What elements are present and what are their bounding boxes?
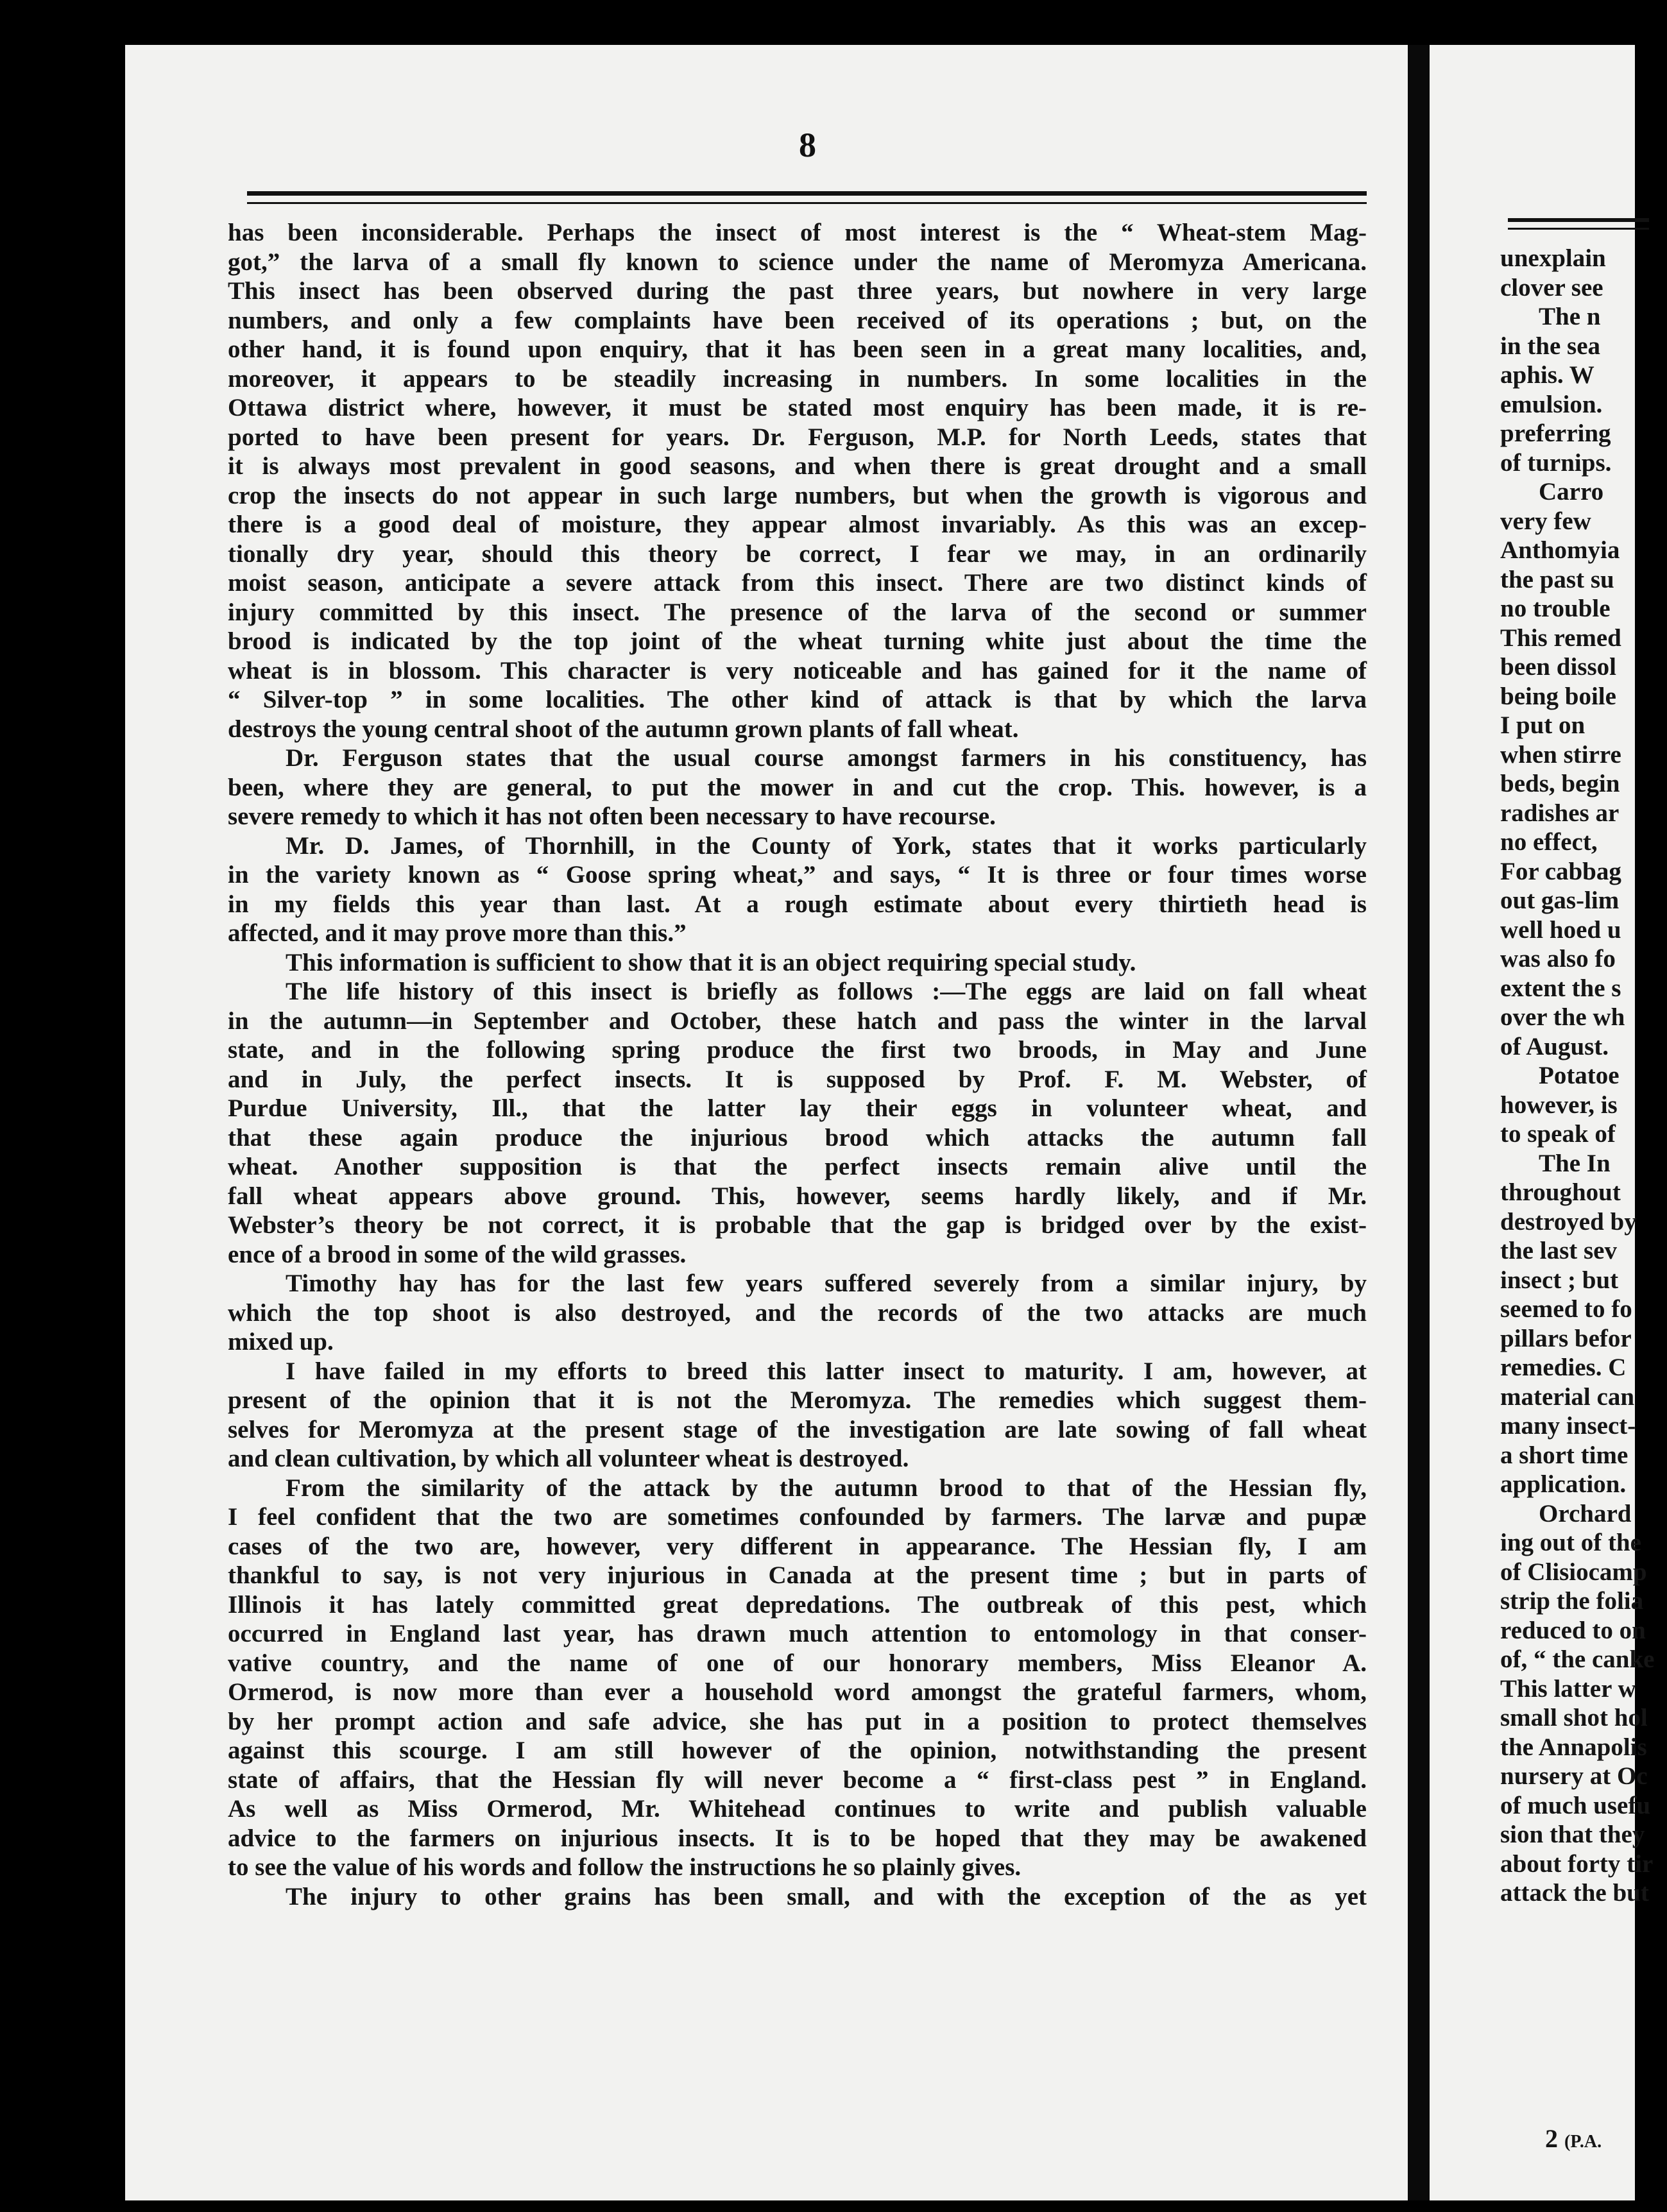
right-header-rule-thin <box>1508 228 1649 230</box>
text-line: the Annapolis <box>1500 1733 1647 1761</box>
text-line: to speak of <box>1500 1120 1616 1148</box>
text-line: For cabbag <box>1500 857 1621 885</box>
text-line: well hoed u <box>1500 915 1621 944</box>
text-line: very few <box>1500 507 1591 535</box>
text-line: the past su <box>1500 565 1614 593</box>
text-line: Ottawa district where, however, it must be stated most enquiry has been made, it is re- <box>228 394 1367 421</box>
text-line: which the top shoot is also destroyed, and the records of the two attacks are much <box>228 1298 1367 1327</box>
text-line: in the autumn—in September and October, these hatch and pass the winter in the larval <box>228 1007 1367 1035</box>
text-line: wheat. Another supposition is that the perfect insects remain alive until the <box>228 1153 1367 1180</box>
text-line: many insect- <box>1500 1412 1636 1440</box>
right-header-rule <box>1508 218 1649 222</box>
text-line: there is a good deal of moisture, they appear almost invariably. As this was an excep- <box>228 511 1367 538</box>
text-line: moreover, it appears to be steadily increasing in numbers. In some localities in the <box>228 364 1367 393</box>
text-line: destroys the young central shoot of the autumn grown plants of fall wheat. <box>228 715 1019 743</box>
text-line: state of affairs, that the Hessian fly will never become a “ first-class pest ” in England. <box>228 1765 1367 1794</box>
text-line: affected, and it may prove more than this.” <box>228 919 687 947</box>
text-line: severe remedy to which it has not often been necessary to have recourse. <box>228 803 996 830</box>
text-line: Potatoe <box>1539 1062 1620 1089</box>
text-line: Anthomyia <box>1500 536 1620 564</box>
text-line: about forty tir <box>1500 1850 1654 1878</box>
right-column-text <box>1500 244 1667 1908</box>
text-line: state, and in the following spring produce the first two broods, in May and June <box>228 1036 1367 1064</box>
text-line: tionally dry year, should this theory be correct, I fear we may, in an ordinarily <box>228 540 1367 568</box>
text-line: The n <box>1539 303 1601 330</box>
text-line: was also fo <box>1500 945 1616 973</box>
text-line: being boile <box>1500 682 1616 710</box>
text-line: been dissol <box>1500 653 1616 681</box>
text-line: present of the opinion that it is not the Meromyza. The remedies which suggest them- <box>228 1386 1367 1414</box>
text-line: Orchard <box>1539 1499 1632 1527</box>
text-line: This insect has been observed during the past three years, but nowhere in very large <box>228 277 1367 305</box>
text-line: thankful to say, is not very injurious in Canada at the present time ; but in parts of <box>228 1561 1367 1589</box>
text-line: of turnips. <box>1500 448 1612 477</box>
text-line: beds, begin <box>1500 770 1620 797</box>
text-line: a short time <box>1500 1441 1629 1469</box>
text-line: radishes ar <box>1500 799 1620 827</box>
text-line: occurred in England last year, has drawn much attention to entomology in that conser- <box>228 1620 1367 1647</box>
text-line: The In <box>1539 1149 1611 1177</box>
text-line: Mr. D. James, of Thornhill, in the County of York, states that it works particularly <box>286 831 1367 860</box>
text-line: cases of the two are, however, very different in appearance. The Hessian fly, I am <box>228 1532 1367 1560</box>
text-line: crop the insects do not appear in such large numbers, but when the growth is vigorous and <box>228 481 1367 509</box>
text-line: sion that they <box>1500 1821 1645 1848</box>
text-line: against this scourge. I am still however of the opinion, notwithstanding the present <box>228 1737 1367 1764</box>
text-line: ence of a brood in some of the wild grasses. <box>228 1240 687 1268</box>
text-line: nursery at Oc <box>1500 1762 1648 1790</box>
text-line: I feel confident that the two are sometimes confounded by farmers. The larvæ and pupæ <box>228 1503 1367 1531</box>
text-line: advice to the farmers on injurious insects. It is to be hoped that they may be awakened <box>228 1824 1367 1852</box>
text-line: From the similarity of the attack by the autumn brood to that of the Hessian fly, <box>286 1474 1367 1502</box>
text-line: unexplain <box>1500 244 1606 272</box>
text-line: This latter w <box>1500 1674 1636 1703</box>
text-line: This information is sufficient to show that it is an object requiring special study. <box>286 948 1136 976</box>
text-line: injury committed by this insect. The presence of the larva of the second or summer <box>228 598 1367 626</box>
text-line: got,” the larva of a small fly known to science under the name of Meromyza Americana. <box>228 248 1367 276</box>
text-line: no trouble <box>1500 595 1611 622</box>
text-line: of, “ the canke <box>1500 1646 1655 1673</box>
text-line: Dr. Ferguson states that the usual course amongst farmers in his constituency, has <box>286 744 1367 772</box>
text-line: ported to have been present for years. Dr. Ferguson, M.P. for North Leeds, states that <box>228 423 1367 451</box>
text-line: numbers, and only a few complaints have been received of its operations ; but, on the <box>228 306 1367 334</box>
text-line: that these again produce the injurious brood which attacks the autumn fall <box>228 1123 1367 1152</box>
signature-suffix: (P.A. <box>1564 2132 1602 2152</box>
text-line: extent the s <box>1500 974 1621 1002</box>
text-line: brood is indicated by the top joint of the wheat turning white just about the time the <box>228 627 1367 655</box>
text-line: over the wh <box>1500 1003 1625 1031</box>
signature-number: 2 <box>1545 2124 1558 2153</box>
header-rule-thin <box>247 202 1367 204</box>
text-line: small shot hol <box>1500 1704 1648 1731</box>
text-line: wheat is in blossom. This character is very noticeable and has gained for it the name of <box>228 656 1367 685</box>
text-line: The injury to other grains has been small, and with the exception of the as yet <box>286 1882 1367 1910</box>
page-number: 8 <box>799 126 816 164</box>
text-line: in the variety known as “ Goose spring wheat,” and says, “ It is three or four times worse <box>228 861 1367 889</box>
text-line: other hand, it is found upon enquiry, that it has been seen in a great many localities, and, <box>228 336 1367 363</box>
header-rule <box>247 191 1367 196</box>
text-line: Illinois it has lately committed great depredations. The outbreak of this pest, which <box>228 1590 1367 1619</box>
text-line: “ Silver-top ” in some localities. The other kind of attack is that by which the larva <box>228 686 1367 713</box>
text-line: reduced to on <box>1500 1616 1646 1644</box>
text-line: of August. <box>1500 1032 1609 1060</box>
signature-mark <box>1545 2123 1602 2154</box>
text-line: The life history of this insect is briefly as follows :—The eggs are laid on fall wheat <box>286 978 1367 1005</box>
text-line: in my fields this year than last. At a rough estimate about every thirtieth head is <box>228 890 1367 918</box>
text-line: and clean cultivation, by which all volunteer wheat is destroyed. <box>228 1445 909 1472</box>
text-line: I have failed in my efforts to breed this latter insect to maturity. I am, however, at <box>286 1357 1367 1385</box>
text-line: mixed up. <box>228 1328 334 1356</box>
text-line: by her prompt action and safe advice, she has put in a position to protect themselves <box>228 1707 1367 1735</box>
text-line: insect ; but <box>1500 1266 1619 1294</box>
text-line: however, is <box>1500 1091 1618 1119</box>
text-line: when stirre <box>1500 740 1621 769</box>
text-line: of Clisiocamp <box>1500 1558 1647 1586</box>
text-line: moist season, anticipate a severe attack from this insect. There are two distinct kinds of <box>228 569 1367 597</box>
text-line: pillars befor <box>1500 1324 1632 1352</box>
text-line: Carro <box>1539 478 1604 506</box>
text-line: been, where they are general, to put the mower in and cut the crop. This. however, is a <box>228 773 1367 801</box>
text-line: attack the but <box>1500 1879 1649 1907</box>
text-line: ing out of the <box>1500 1529 1641 1556</box>
text-line: aphis. W <box>1500 361 1594 389</box>
text-line: the last sev <box>1500 1237 1617 1264</box>
text-line: out gas-lim <box>1500 887 1620 914</box>
text-line: Purdue University, Ill., that the latter lay their eggs in volunteer wheat, and <box>228 1094 1367 1122</box>
page-gutter <box>1408 45 1430 2200</box>
text-line: application. <box>1500 1470 1627 1498</box>
text-line: fall wheat appears above ground. This, however, seems hardly likely, and if Mr. <box>228 1182 1367 1210</box>
text-line: selves for Meromyza at the present stage of the investigation are late sowing of fall wheat <box>228 1415 1367 1443</box>
text-line: to see the value of his words and follow the instructions he so plainly gives. <box>228 1853 1022 1881</box>
text-line: Ormerod, is now more than ever a household word amongst the grateful farmers, whom, <box>228 1678 1367 1706</box>
text-line: material can <box>1500 1382 1635 1411</box>
text-line: strip the folia <box>1500 1587 1644 1615</box>
text-line: As well as Miss Ormerod, Mr. Whitehead continues to write and publish valuable <box>228 1795 1367 1823</box>
text-line: in the sea <box>1500 332 1600 360</box>
text-line: seemed to fo <box>1500 1295 1632 1323</box>
text-line: preferring <box>1500 420 1611 447</box>
text-line: I put on <box>1500 711 1586 739</box>
text-line: throughout <box>1500 1178 1621 1206</box>
text-line: of much usefu <box>1500 1791 1651 1819</box>
text-line: Timothy hay has for the last few years suffered severely from a similar injury, by <box>286 1270 1367 1297</box>
text-line: remedies. C <box>1500 1354 1627 1381</box>
text-line: it is always most prevalent in good seasons, and when there is great drought and a small <box>228 452 1367 480</box>
text-line: vative country, and the name of one of our honorary members, Miss Eleanor A. <box>228 1649 1367 1677</box>
text-line: clover see <box>1500 273 1603 302</box>
text-line: and in July, the perfect insects. It is supposed by Prof. F. M. Webster, of <box>228 1065 1367 1093</box>
left-column-text <box>228 218 1367 1911</box>
text-line: emulsion. <box>1500 390 1603 418</box>
text-line: destroyed by <box>1500 1207 1637 1236</box>
text-line: This remed <box>1500 624 1621 652</box>
text-line: Webster’s theory be not correct, it is probable that the gap is bridged over by the exist- <box>228 1211 1367 1239</box>
text-line: has been inconsiderable. Perhaps the insect of most interest is the “ Wheat-stem Mag- <box>228 219 1367 246</box>
text-line: no effect, <box>1500 828 1598 856</box>
